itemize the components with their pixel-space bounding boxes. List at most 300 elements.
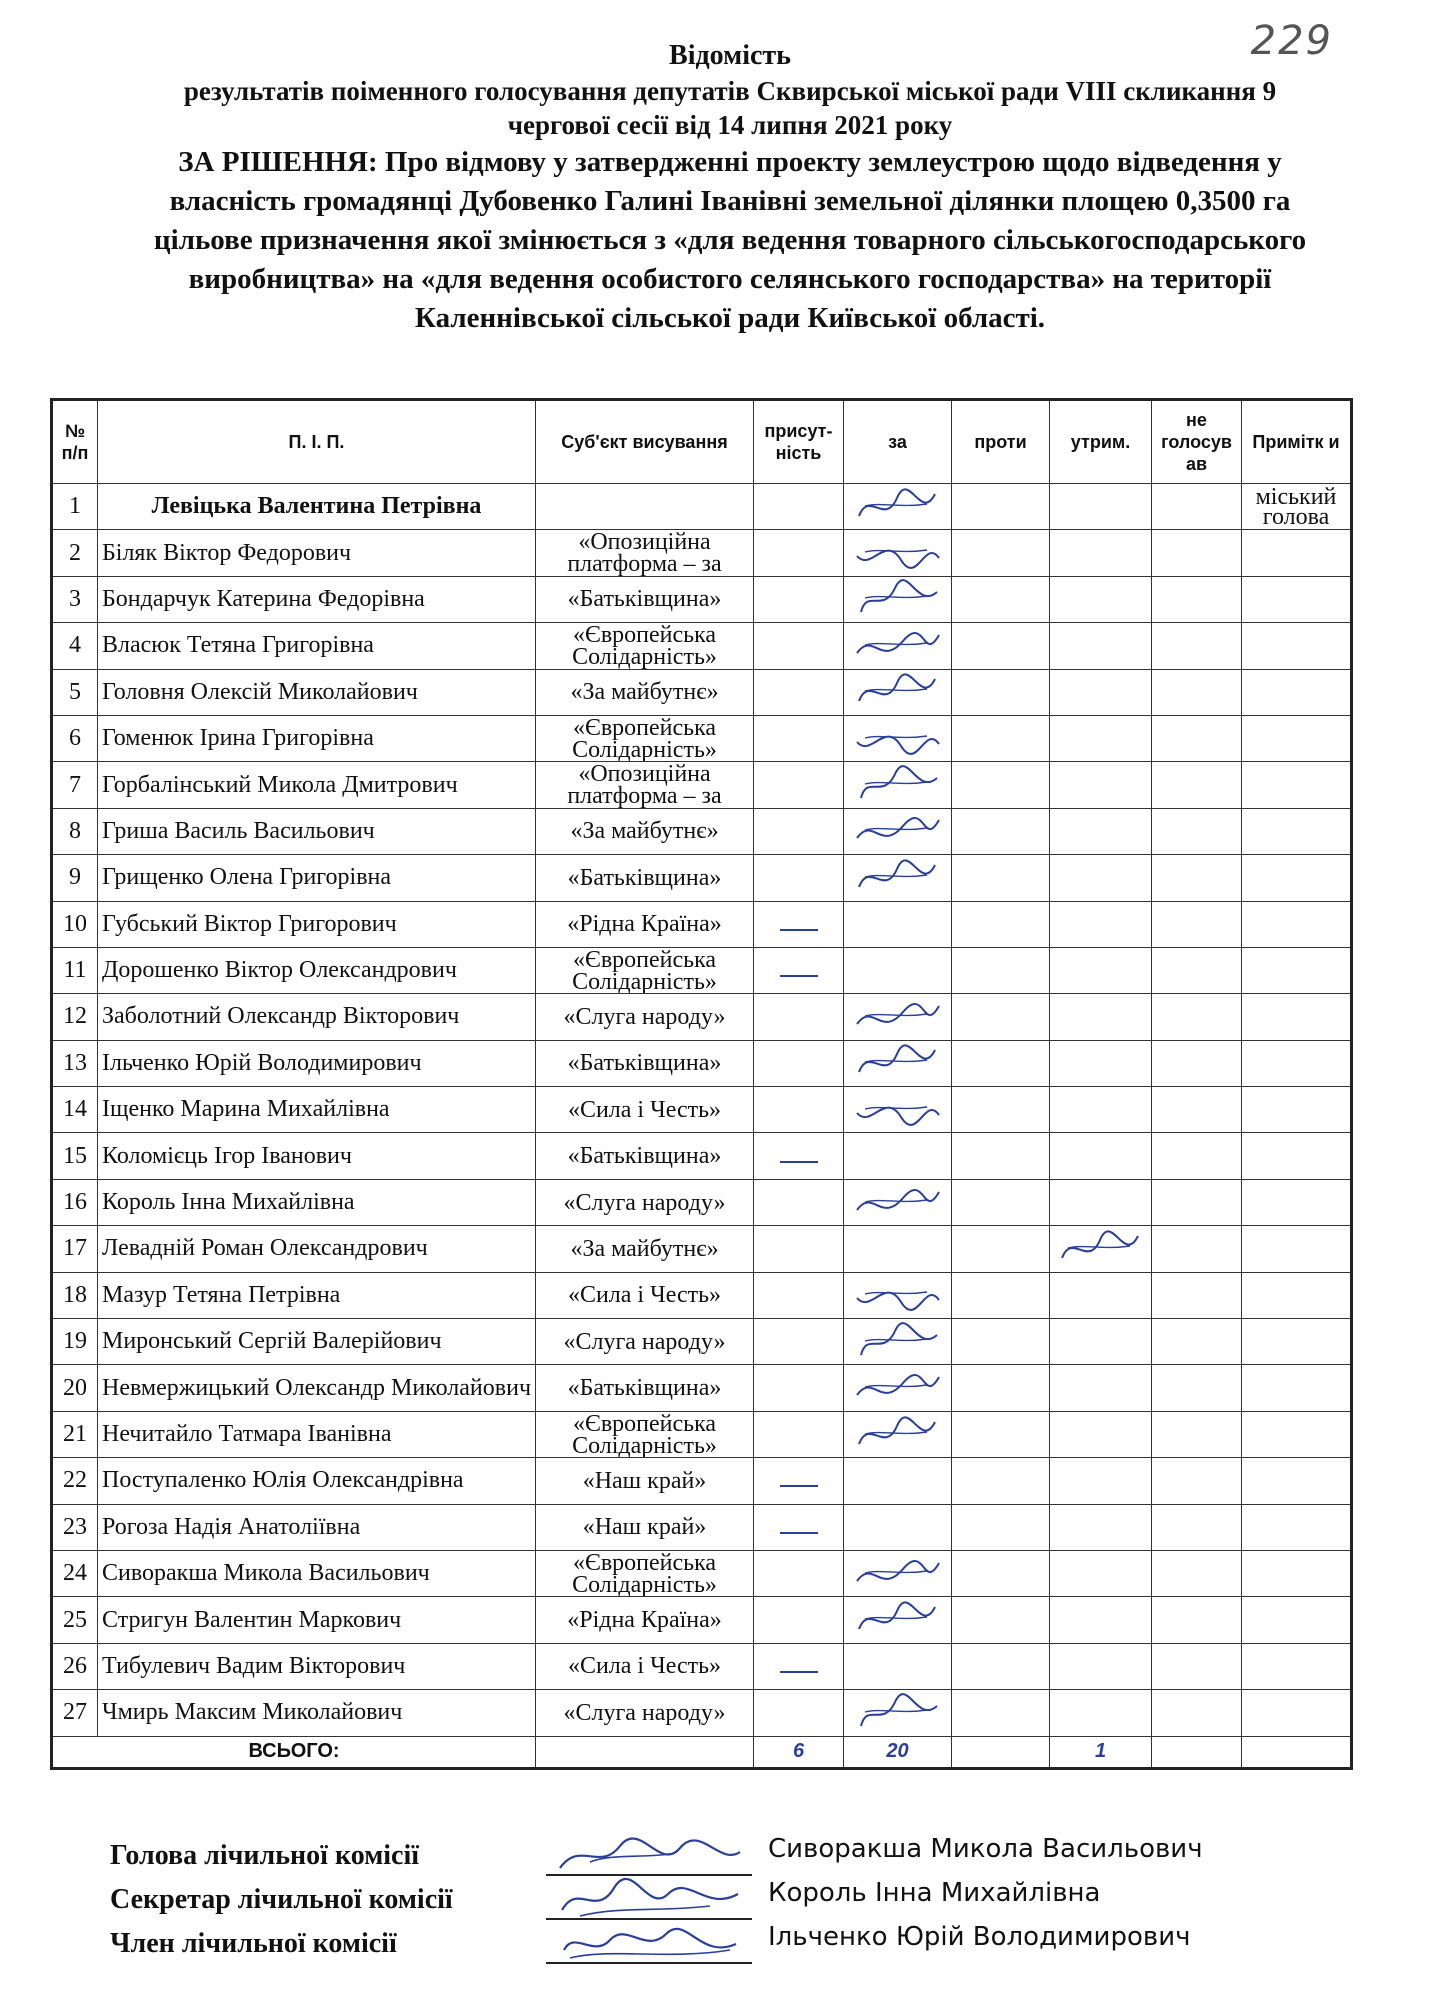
total-abstain: 1	[1050, 1736, 1152, 1768]
note-cell	[1242, 1550, 1352, 1596]
vote-against-cell	[952, 1365, 1050, 1411]
vote-abstain-cell	[1050, 1087, 1152, 1133]
vote-for-cell	[844, 623, 952, 669]
vote-against-cell	[952, 530, 1050, 576]
not-voted-cell	[1152, 530, 1242, 576]
vote-for-cell	[844, 1226, 952, 1272]
note-cell	[1242, 1365, 1352, 1411]
table-row	[52, 1087, 1352, 1133]
nomination-subject: «Європейська Солідарність»	[536, 1550, 754, 1596]
vote-abstain-cell	[1050, 1411, 1152, 1457]
vote-abstain-cell	[1050, 715, 1152, 761]
row-number: 14	[52, 1087, 98, 1133]
nomination-subject: «Сила і Честь»	[536, 1643, 754, 1689]
decision-line-3: цільове призначення якої змінюється з «для ведення товарного сільськогосподарського	[153, 224, 1307, 256]
deputy-name: Біляк Віктор Федорович	[98, 530, 536, 576]
present-cell	[754, 1550, 844, 1596]
not-voted-cell	[1152, 1040, 1242, 1086]
deputy-name: Заболотний Олександр Вікторович	[98, 994, 536, 1040]
table-row	[52, 1643, 1352, 1689]
present-cell	[754, 1226, 844, 1272]
vote-for-cell	[844, 1133, 952, 1179]
vote-for-cell	[844, 1504, 952, 1550]
vote-abstain-cell	[1050, 669, 1152, 715]
vote-for-cell	[844, 576, 952, 622]
deputy-name: Дорошенко Віктор Олександрович	[98, 947, 536, 993]
present-cell	[754, 855, 844, 901]
row-number: 12	[52, 994, 98, 1040]
vote-for-cell	[844, 1040, 952, 1086]
vote-against-cell	[952, 484, 1050, 530]
table-row	[52, 947, 1352, 993]
row-number: 1	[52, 484, 98, 530]
table-row	[52, 1458, 1352, 1504]
vote-for-cell	[844, 1643, 952, 1689]
row-number: 2	[52, 530, 98, 576]
vote-for-cell	[844, 947, 952, 993]
deputy-name: Гриша Василь Васильович	[98, 808, 536, 854]
vote-signature-mark	[851, 1553, 945, 1595]
present-cell	[754, 808, 844, 854]
not-voted-cell	[1152, 715, 1242, 761]
table-row	[52, 1597, 1352, 1643]
deputy-name: Ільченко Юрій Володимирович	[98, 1040, 536, 1086]
commission-role: Голова лічильної комісії	[110, 1840, 420, 1871]
vote-abstain-cell	[1050, 576, 1152, 622]
present-cell	[754, 1597, 844, 1643]
deputy-name: Тибулевич Вадим Вікторович	[98, 1643, 536, 1689]
present-cell	[754, 1411, 844, 1457]
not-voted-cell	[1152, 1365, 1242, 1411]
present-cell	[754, 1040, 844, 1086]
nomination-subject: «Європейська Солідарність»	[536, 1411, 754, 1457]
total-not-voted	[1152, 1736, 1242, 1768]
not-voted-cell	[1152, 1226, 1242, 1272]
table-row	[52, 1690, 1352, 1736]
nomination-subject: «Сила і Честь»	[536, 1272, 754, 1318]
not-voted-cell	[1152, 1643, 1242, 1689]
vote-signature-mark	[851, 486, 945, 528]
table-body	[52, 484, 1352, 1737]
note-cell	[1242, 762, 1352, 808]
vote-against-cell	[952, 901, 1050, 947]
present-cell	[754, 901, 844, 947]
not-voted-cell	[1152, 1087, 1242, 1133]
not-voted-cell	[1152, 855, 1242, 901]
deputy-name: Король Інна Михайлівна	[98, 1179, 536, 1225]
total-against	[952, 1736, 1050, 1768]
nomination-subject: «Опозиційна платформа – за	[536, 530, 754, 576]
row-number: 19	[52, 1319, 98, 1365]
document-title: Відомість	[669, 40, 791, 71]
vote-signature-mark	[851, 1182, 945, 1224]
absent-dash-mark	[780, 975, 818, 977]
vote-against-cell	[952, 1087, 1050, 1133]
present-cell	[754, 576, 844, 622]
table-row	[52, 855, 1352, 901]
not-voted-cell	[1152, 808, 1242, 854]
vote-for-cell	[844, 1319, 952, 1365]
present-cell	[754, 947, 844, 993]
present-cell	[754, 994, 844, 1040]
vote-for-cell	[844, 1365, 952, 1411]
vote-signature-mark	[851, 764, 945, 806]
table-row	[52, 901, 1352, 947]
deputy-name: Левадній Роман Олександрович	[98, 1226, 536, 1272]
commission-member-name: Ільченко Юрій Володимирович	[768, 1922, 1191, 1952]
vote-abstain-cell	[1050, 1504, 1152, 1550]
voting-table	[50, 398, 1353, 1770]
vote-signature-mark	[851, 810, 945, 852]
vote-against-cell	[952, 1272, 1050, 1318]
row-number: 9	[52, 855, 98, 901]
note-cell	[1242, 715, 1352, 761]
vote-against-cell	[952, 947, 1050, 993]
vote-signature-mark	[851, 1692, 945, 1734]
vote-against-cell	[952, 1458, 1050, 1504]
vote-against-cell	[952, 855, 1050, 901]
note-cell	[1242, 1179, 1352, 1225]
nomination-subject: «Європейська Солідарність»	[536, 947, 754, 993]
vote-signature-mark	[1054, 1228, 1148, 1270]
note-cell: міський голова	[1242, 484, 1352, 530]
vote-against-cell	[952, 1179, 1050, 1225]
vote-signature-mark	[851, 1599, 945, 1641]
nomination-subject: «Батьківщина»	[536, 576, 754, 622]
deputy-name: Гоменюк Ірина Григорівна	[98, 715, 536, 761]
deputy-name: Чмирь Максим Миколайович	[98, 1690, 536, 1736]
header-notes: Примітк и	[1242, 400, 1352, 484]
present-cell	[754, 530, 844, 576]
table-row	[52, 994, 1352, 1040]
not-voted-cell	[1152, 947, 1242, 993]
commission-role: Член лічильної комісії	[110, 1928, 397, 1959]
signature-line	[546, 1962, 752, 1964]
note-cell	[1242, 994, 1352, 1040]
vote-abstain-cell	[1050, 623, 1152, 669]
total-subject	[536, 1736, 754, 1768]
row-number: 3	[52, 576, 98, 622]
note-cell	[1242, 1597, 1352, 1643]
deputy-name: Поступаленко Юлія Олександрівна	[98, 1458, 536, 1504]
nomination-subject: «Батьківщина»	[536, 1365, 754, 1411]
vote-abstain-cell	[1050, 1690, 1152, 1736]
row-number: 6	[52, 715, 98, 761]
vote-signature-mark	[851, 857, 945, 899]
vote-for-cell	[844, 808, 952, 854]
vote-abstain-cell	[1050, 1226, 1152, 1272]
absent-dash-mark	[780, 1485, 818, 1487]
deputy-name: Миронський Сергій Валерійович	[98, 1319, 536, 1365]
commission-signature	[550, 1920, 750, 1973]
note-cell	[1242, 947, 1352, 993]
decision-line-5: Каленнівської сільської ради Київської області.	[414, 302, 1046, 334]
table-row	[52, 1179, 1352, 1225]
total-present: 6	[754, 1736, 844, 1768]
note-cell	[1242, 1504, 1352, 1550]
deputy-name: Головня Олексій Миколайович	[98, 669, 536, 715]
decision-line-1: ЗА РІШЕННЯ: Про відмову у затвердженні проекту землеустрою щодо відведення у	[178, 146, 1282, 178]
header-not-voted: не голосув ав	[1152, 400, 1242, 484]
vote-against-cell	[952, 1040, 1050, 1086]
nomination-subject: «За майбутнє»	[536, 669, 754, 715]
note-cell	[1242, 623, 1352, 669]
total-notes	[1242, 1736, 1352, 1768]
vote-against-cell	[952, 1550, 1050, 1596]
not-voted-cell	[1152, 1690, 1242, 1736]
vote-for-cell	[844, 1411, 952, 1457]
note-cell	[1242, 808, 1352, 854]
deputy-name: Невмержицький Олександр Миколайович	[98, 1365, 536, 1411]
table-row	[52, 808, 1352, 854]
vote-abstain-cell	[1050, 855, 1152, 901]
note-cell	[1242, 1226, 1352, 1272]
commission-role: Секретар лічильної комісії	[110, 1884, 453, 1915]
decision-line-4: виробництва» на «для ведення особистого селянського господарства» на території	[188, 263, 1272, 295]
present-cell	[754, 669, 844, 715]
nomination-subject: «Європейська Солідарність»	[536, 715, 754, 761]
absent-dash-mark	[780, 1161, 818, 1163]
document-subtitle-line-1: результатів поіменного голосування депутатів Сквирської міської ради VIII скликання 9	[183, 76, 1277, 106]
vote-against-cell	[952, 1597, 1050, 1643]
table-row	[52, 762, 1352, 808]
vote-abstain-cell	[1050, 1133, 1152, 1179]
vote-abstain-cell	[1050, 947, 1152, 993]
note-cell	[1242, 1087, 1352, 1133]
note-cell	[1242, 855, 1352, 901]
present-cell	[754, 1365, 844, 1411]
present-cell	[754, 1504, 844, 1550]
nomination-subject: «Батьківщина»	[536, 1040, 754, 1086]
deputy-name: Іщенко Марина Михайлівна	[98, 1087, 536, 1133]
header-for: за	[844, 400, 952, 484]
table-row	[52, 1133, 1352, 1179]
vote-signature-mark	[851, 1274, 945, 1316]
total-for: 20	[844, 1736, 952, 1768]
row-number: 8	[52, 808, 98, 854]
vote-abstain-cell	[1050, 1365, 1152, 1411]
not-voted-cell	[1152, 576, 1242, 622]
commission-member-name: Король Інна Михайлівна	[768, 1878, 1101, 1908]
deputy-name: Бондарчук Катерина Федорівна	[98, 576, 536, 622]
vote-against-cell	[952, 669, 1050, 715]
present-cell	[754, 1133, 844, 1179]
absent-dash-mark	[780, 1671, 818, 1673]
vote-against-cell	[952, 994, 1050, 1040]
vote-signature-mark	[851, 996, 945, 1038]
vote-for-cell	[844, 1597, 952, 1643]
table-row	[52, 1226, 1352, 1272]
vote-abstain-cell	[1050, 901, 1152, 947]
vote-for-cell	[844, 530, 952, 576]
vote-abstain-cell	[1050, 484, 1152, 530]
vote-for-cell	[844, 715, 952, 761]
vote-abstain-cell	[1050, 1550, 1152, 1596]
table-row	[52, 1319, 1352, 1365]
vote-against-cell	[952, 1411, 1050, 1457]
header-present: присут-ність	[754, 400, 844, 484]
vote-against-cell	[952, 1319, 1050, 1365]
vote-signature-mark	[851, 671, 945, 713]
not-voted-cell	[1152, 623, 1242, 669]
nomination-subject: «Слуга народу»	[536, 1690, 754, 1736]
not-voted-cell	[1152, 1550, 1242, 1596]
not-voted-cell	[1152, 901, 1242, 947]
total-label: ВСЬОГО:	[52, 1736, 536, 1768]
absent-dash-mark	[780, 929, 818, 931]
row-number: 15	[52, 1133, 98, 1179]
not-voted-cell	[1152, 1319, 1242, 1365]
deputy-name: Власюк Тетяна Григорівна	[98, 623, 536, 669]
row-number: 5	[52, 669, 98, 715]
deputy-name: Коломієць Ігор Іванович	[98, 1133, 536, 1179]
vote-for-cell	[844, 484, 952, 530]
present-cell	[754, 1690, 844, 1736]
header-name: П. І. П.	[98, 400, 536, 484]
nomination-subject: «За майбутнє»	[536, 1226, 754, 1272]
vote-against-cell	[952, 1643, 1050, 1689]
commission-row	[110, 1834, 1410, 1884]
vote-against-cell	[952, 1504, 1050, 1550]
row-number: 7	[52, 762, 98, 808]
vote-signature-mark	[851, 1042, 945, 1084]
vote-signature-mark	[851, 1414, 945, 1456]
note-cell	[1242, 1319, 1352, 1365]
present-cell	[754, 1319, 844, 1365]
note-cell	[1242, 669, 1352, 715]
deputy-name: Левіцька Валентина Петрівна	[98, 484, 536, 530]
note-cell	[1242, 530, 1352, 576]
commission-row	[110, 1922, 1410, 1972]
vote-signature-mark	[851, 625, 945, 667]
present-cell	[754, 1087, 844, 1133]
present-cell	[754, 1179, 844, 1225]
note-cell	[1242, 1690, 1352, 1736]
vote-abstain-cell	[1050, 1040, 1152, 1086]
header-num: № п/п	[52, 400, 98, 484]
vote-against-cell	[952, 715, 1050, 761]
vote-against-cell	[952, 1690, 1050, 1736]
vote-against-cell	[952, 1226, 1050, 1272]
header-abstain: утрим.	[1050, 400, 1152, 484]
vote-for-cell	[844, 1690, 952, 1736]
absent-dash-mark	[780, 1532, 818, 1534]
row-number: 18	[52, 1272, 98, 1318]
vote-for-cell	[844, 1272, 952, 1318]
row-number: 4	[52, 623, 98, 669]
vote-for-cell	[844, 1458, 952, 1504]
row-number: 20	[52, 1365, 98, 1411]
note-cell	[1242, 1272, 1352, 1318]
not-voted-cell	[1152, 762, 1242, 808]
vote-for-cell	[844, 1179, 952, 1225]
row-number: 10	[52, 901, 98, 947]
vote-for-cell	[844, 669, 952, 715]
row-number: 25	[52, 1597, 98, 1643]
not-voted-cell	[1152, 669, 1242, 715]
deputy-name: Нечитайло Татмара Іванівна	[98, 1411, 536, 1457]
present-cell	[754, 484, 844, 530]
note-cell	[1242, 576, 1352, 622]
vote-signature-mark	[851, 1367, 945, 1409]
vote-signature-mark	[851, 718, 945, 760]
table-row	[52, 715, 1352, 761]
vote-abstain-cell	[1050, 1319, 1152, 1365]
note-cell	[1242, 1643, 1352, 1689]
row-number: 11	[52, 947, 98, 993]
row-number: 17	[52, 1226, 98, 1272]
vote-signature-mark	[851, 1321, 945, 1363]
present-cell	[754, 1272, 844, 1318]
table-row	[52, 669, 1352, 715]
row-number: 23	[52, 1504, 98, 1550]
vote-signature-mark	[851, 532, 945, 574]
not-voted-cell	[1152, 1597, 1242, 1643]
nomination-subject: «Сила і Честь»	[536, 1087, 754, 1133]
row-number: 22	[52, 1458, 98, 1504]
vote-against-cell	[952, 808, 1050, 854]
vote-against-cell	[952, 576, 1050, 622]
deputy-name: Горбалінський Микола Дмитрович	[98, 762, 536, 808]
document-subtitle-line-2: чергової сесії від 14 липня 2021 року	[507, 110, 953, 140]
vote-abstain-cell	[1050, 762, 1152, 808]
nomination-subject: «Рідна Країна»	[536, 1597, 754, 1643]
vote-abstain-cell	[1050, 1458, 1152, 1504]
not-voted-cell	[1152, 1411, 1242, 1457]
nomination-subject: «За майбутнє»	[536, 808, 754, 854]
vote-against-cell	[952, 623, 1050, 669]
not-voted-cell	[1152, 1504, 1242, 1550]
note-cell	[1242, 1040, 1352, 1086]
decision-line-2: власність громадянці Дубовенко Галині Іванівні земельної ділянки площею 0,3500 га	[169, 185, 1291, 217]
deputy-name: Рогоза Надія Анатоліївна	[98, 1504, 536, 1550]
table-row	[52, 484, 1352, 530]
deputy-name: Грищенко Олена Григорівна	[98, 855, 536, 901]
nomination-subject: «Наш край»	[536, 1504, 754, 1550]
nomination-subject: «Опозиційна платформа – за	[536, 762, 754, 808]
row-number: 16	[52, 1179, 98, 1225]
vote-abstain-cell	[1050, 1272, 1152, 1318]
vote-abstain-cell	[1050, 530, 1152, 576]
not-voted-cell	[1152, 484, 1242, 530]
nomination-subject: «Європейська Солідарність»	[536, 623, 754, 669]
page-number: 229	[1250, 18, 1333, 64]
not-voted-cell	[1152, 1179, 1242, 1225]
row-number: 26	[52, 1643, 98, 1689]
nomination-subject: «Батьківщина»	[536, 1133, 754, 1179]
nomination-subject: «Слуга народу»	[536, 1179, 754, 1225]
deputy-name: Стригун Валентин Маркович	[98, 1597, 536, 1643]
note-cell	[1242, 1133, 1352, 1179]
table-row	[52, 1411, 1352, 1457]
table-row	[52, 576, 1352, 622]
vote-for-cell	[844, 994, 952, 1040]
row-number: 27	[52, 1690, 98, 1736]
nomination-subject: «Наш край»	[536, 1458, 754, 1504]
commission-member-name: Сиворакша Микола Васильович	[768, 1834, 1203, 1864]
present-cell	[754, 762, 844, 808]
table-row	[52, 1040, 1352, 1086]
note-cell	[1242, 901, 1352, 947]
not-voted-cell	[1152, 994, 1242, 1040]
deputy-name: Мазур Тетяна Петрівна	[98, 1272, 536, 1318]
vote-against-cell	[952, 762, 1050, 808]
total-row	[52, 1736, 1352, 1768]
nomination-subject: «Батьківщина»	[536, 855, 754, 901]
vote-for-cell	[844, 1087, 952, 1133]
vote-abstain-cell	[1050, 808, 1152, 854]
vote-abstain-cell	[1050, 1179, 1152, 1225]
